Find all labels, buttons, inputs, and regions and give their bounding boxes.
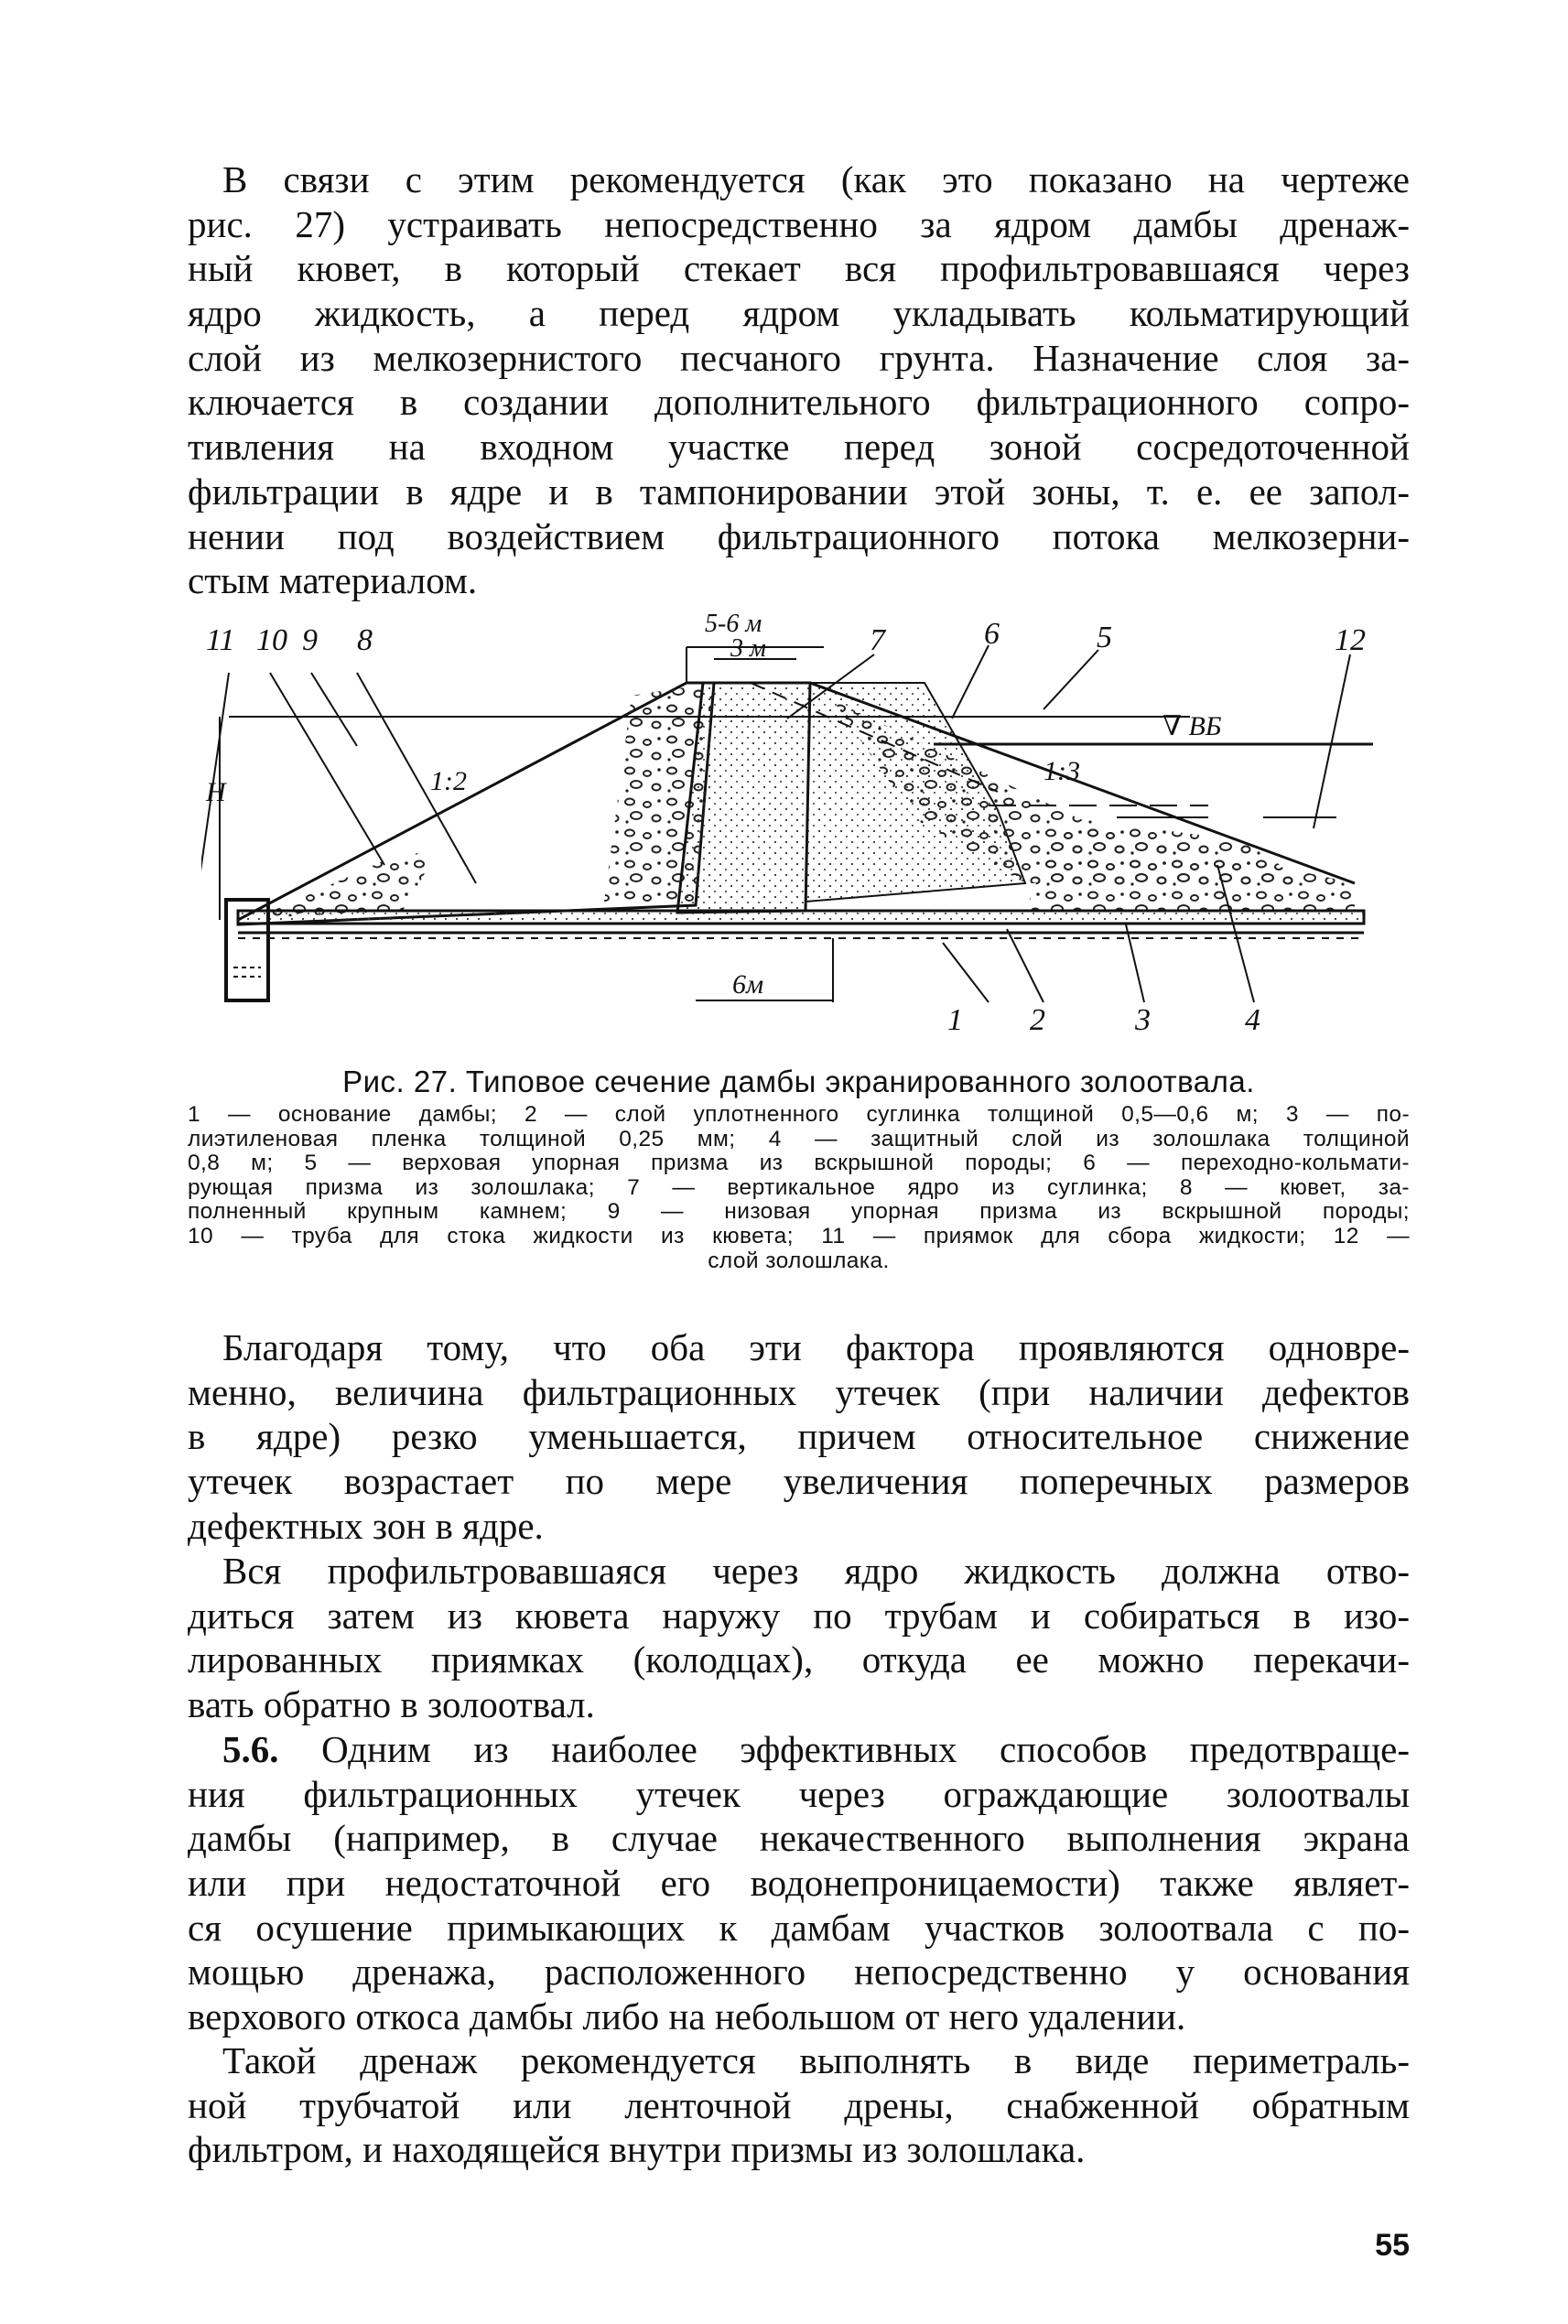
text-line: ключается в создании дополнительного фильтрационного сопро- bbox=[188, 381, 1410, 424]
text-line: ния фильтрационных утечек через ограждающие золоотвалы bbox=[188, 1772, 1410, 1815]
gravel-zone-lower bbox=[256, 849, 439, 918]
text-line: лированных приямках (колодцах), откуда ее можно перекачи- bbox=[188, 1638, 1410, 1681]
label-6: 6 bbox=[984, 617, 1000, 651]
paragraph-5 bbox=[188, 2038, 1410, 2172]
paragraph-4 bbox=[188, 1727, 1410, 2039]
dim-base-width: 6м bbox=[732, 969, 764, 1000]
text-line: Вся профильтровавшаяся через ядро жидкость должна отво- bbox=[222, 1550, 1410, 1592]
text-line: верхового откоса дамбы либо на небольшом от него удалении. bbox=[188, 1995, 1186, 2038]
text-line: ся осушение примыкающих к дамбам участков золоотвала с по- bbox=[188, 1906, 1410, 1949]
label-2: 2 bbox=[1030, 1003, 1045, 1037]
paragraph-1 bbox=[188, 157, 1410, 603]
text-line: Благодаря тому, что оба эти фактора проявляются одновре- bbox=[222, 1326, 1410, 1368]
text-line: ядро жидкость, а перед ядром укладывать кольматирующий bbox=[188, 292, 1410, 335]
legend-line: 0,8 м; 5 — верховая упорная призма из вскрышной породы; 6 — переходно-кольмати- bbox=[188, 1151, 1410, 1176]
paragraph-2 bbox=[188, 1325, 1410, 1548]
legend-line: 1 — основание дамбы; 2 — слой уплотненного суглинка толщиной 0,5—0,6 м; 3 — по- bbox=[188, 1102, 1410, 1127]
label-10: 10 bbox=[256, 623, 287, 657]
text-line: стым материалом. bbox=[188, 559, 478, 602]
legend-line: полненный крупным камнем; 9 — низовая упорная призма из вскрышной породы; bbox=[188, 1199, 1410, 1225]
text-line: дефектных зон в ядре. bbox=[188, 1504, 544, 1547]
text-line: ной трубчатой или ленточной дрены, снабженной обратным bbox=[188, 2083, 1410, 2126]
text-line: или при недостаточной его водонепроницаемости) также являет- bbox=[188, 1862, 1410, 1905]
water-level-label: ∇ ВБ bbox=[1162, 711, 1222, 741]
text-line: утечек возрастает по мере увеличения поперечных размеров bbox=[188, 1460, 1410, 1503]
text-line: 5.6. Одним из наиболее эффективных способов предотвраще- bbox=[222, 1728, 1410, 1770]
text-line: фильтрации в ядре и в тампонировании этой зоны, т. е. ее запол- bbox=[188, 470, 1410, 513]
height-label: H bbox=[206, 777, 226, 807]
text-line: фильтром, и находящейся внутри призмы из золошлака. bbox=[188, 2128, 1086, 2171]
label-8: 8 bbox=[357, 623, 373, 657]
dim-core-width: 3 м bbox=[730, 634, 766, 663]
text-line: дамбы (например, в случае некачественного выполнения экрана bbox=[188, 1817, 1410, 1860]
text-line: слой из мелкозернистого песчаного грунта. Назначение слоя за- bbox=[188, 336, 1410, 379]
legend-line: слой золошлака. bbox=[708, 1248, 890, 1273]
text-line: нении под воздействием фильтрационного потока мелкозерни- bbox=[188, 514, 1410, 557]
figure-caption-title: Рис. 27. Типовое сечение дамбы экранированного золоотвала. bbox=[342, 1065, 1255, 1098]
label-5: 5 bbox=[1097, 621, 1112, 654]
figure-legend bbox=[188, 1103, 1410, 1273]
text-line: в ядре) резко уменьшается, причем относительное снижение bbox=[188, 1415, 1410, 1458]
text-line: мощью дренажа, расположенного непосредственно у основания bbox=[188, 1951, 1410, 1994]
text-line: вать обратно в золоотвал. bbox=[188, 1683, 595, 1726]
dam-body bbox=[201, 645, 1373, 1002]
legend-line: рующая призма из золошлака; 7 — вертикальное ядро из суглинка; 8 — кювет, за- bbox=[188, 1174, 1410, 1200]
text-line: В связи с этим рекомендуется (как это показано на чертеже bbox=[222, 158, 1410, 200]
slope-right-label: 1:3 bbox=[1044, 756, 1080, 786]
text-line: менно, величина фильтрационных утечек (при наличии дефектов bbox=[188, 1370, 1410, 1413]
legend-line: лиэтиленовая пленка толщиной 0,25 мм; 4 — защитный слой из золошлака толщиной bbox=[188, 1126, 1410, 1151]
paragraph-3 bbox=[188, 1549, 1410, 1727]
slope-left-label: 1:2 bbox=[430, 766, 467, 796]
label-3: 3 bbox=[1135, 1003, 1151, 1037]
label-11: 11 bbox=[206, 623, 235, 657]
label-9: 9 bbox=[302, 623, 318, 657]
text-line: Такой дренаж рекомендуется выполнять в виде периметраль- bbox=[222, 2039, 1410, 2081]
dim-crest-width: 5-6 м bbox=[705, 610, 762, 638]
text-line: ный кювет, в который стекает вся профильтровавшаяся через bbox=[188, 247, 1410, 290]
label-12: 12 bbox=[1335, 623, 1366, 657]
label-4: 4 bbox=[1245, 1003, 1260, 1037]
page-number: 55 bbox=[1375, 2228, 1410, 2263]
dam-cross-section-figure bbox=[201, 609, 1373, 1039]
text-line: диться затем из кювета наружу по трубам и собираться в изо- bbox=[188, 1594, 1410, 1637]
base-layer bbox=[238, 911, 1364, 924]
legend-line: 10 — труба для стока жидкости из кювета; 11 — приямок для сбора жидкости; 12 — bbox=[188, 1223, 1410, 1248]
label-7: 7 bbox=[870, 623, 885, 657]
text-line: тивления на входном участке перед зоной сосредоточенной bbox=[188, 426, 1410, 469]
label-1: 1 bbox=[947, 1003, 963, 1037]
section-number: 5.6. bbox=[222, 1728, 279, 1770]
text-line: рис. 27) устраивать непосредственно за ядром дамбы дренаж- bbox=[188, 202, 1410, 245]
